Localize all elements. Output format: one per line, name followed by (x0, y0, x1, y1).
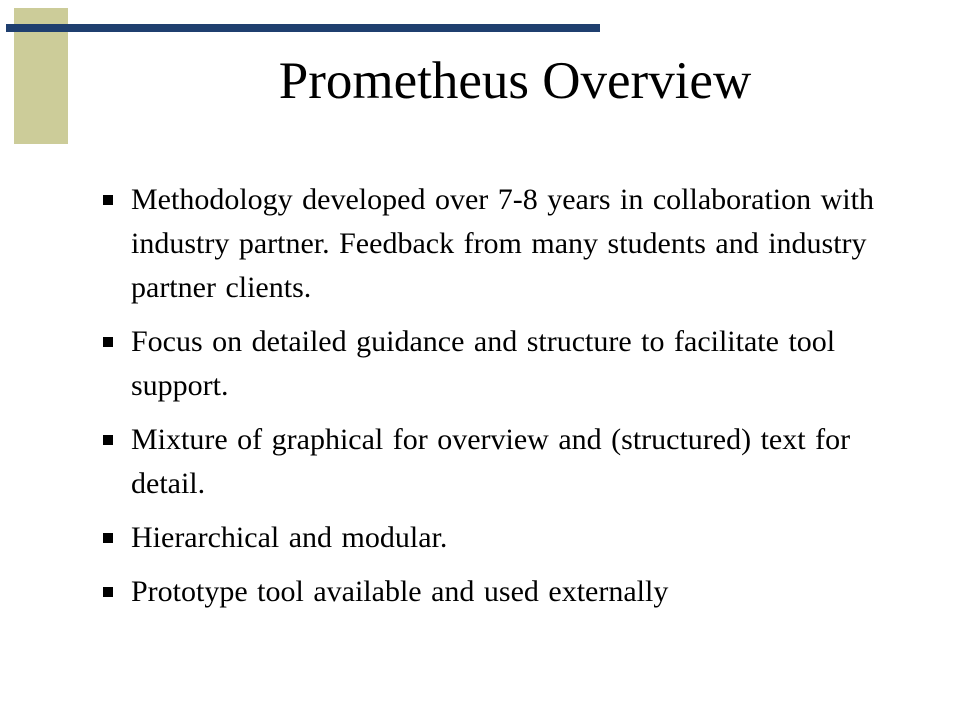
bullet-item (100, 320, 910, 408)
bullet-text: Mixture of graphical for overview and (structured) text for detail. (131, 423, 851, 500)
bullet-item (100, 178, 910, 310)
square-bullet-icon (103, 533, 113, 543)
bullet-text: Hierarchical and modular. (131, 521, 448, 554)
square-bullet-icon (103, 435, 113, 445)
bullet-text: Focus on detailed guidance and structure to facilitate tool support. (131, 325, 836, 402)
decorative-accent-bar (6, 24, 600, 32)
bullet-text: Prototype tool available and used externally (131, 575, 669, 608)
square-bullet-icon (103, 195, 113, 205)
square-bullet-icon (103, 587, 113, 597)
bullet-item (100, 516, 910, 560)
bullet-item (100, 570, 910, 614)
square-bullet-icon (103, 337, 113, 347)
slide-title: Prometheus Overview (278, 52, 752, 110)
bullet-list (100, 178, 910, 624)
bullet-text: Methodology developed over 7-8 years in collaboration with industry partner. Feedback from many students and industry partner clients. (131, 183, 874, 304)
bullet-item (100, 418, 910, 506)
